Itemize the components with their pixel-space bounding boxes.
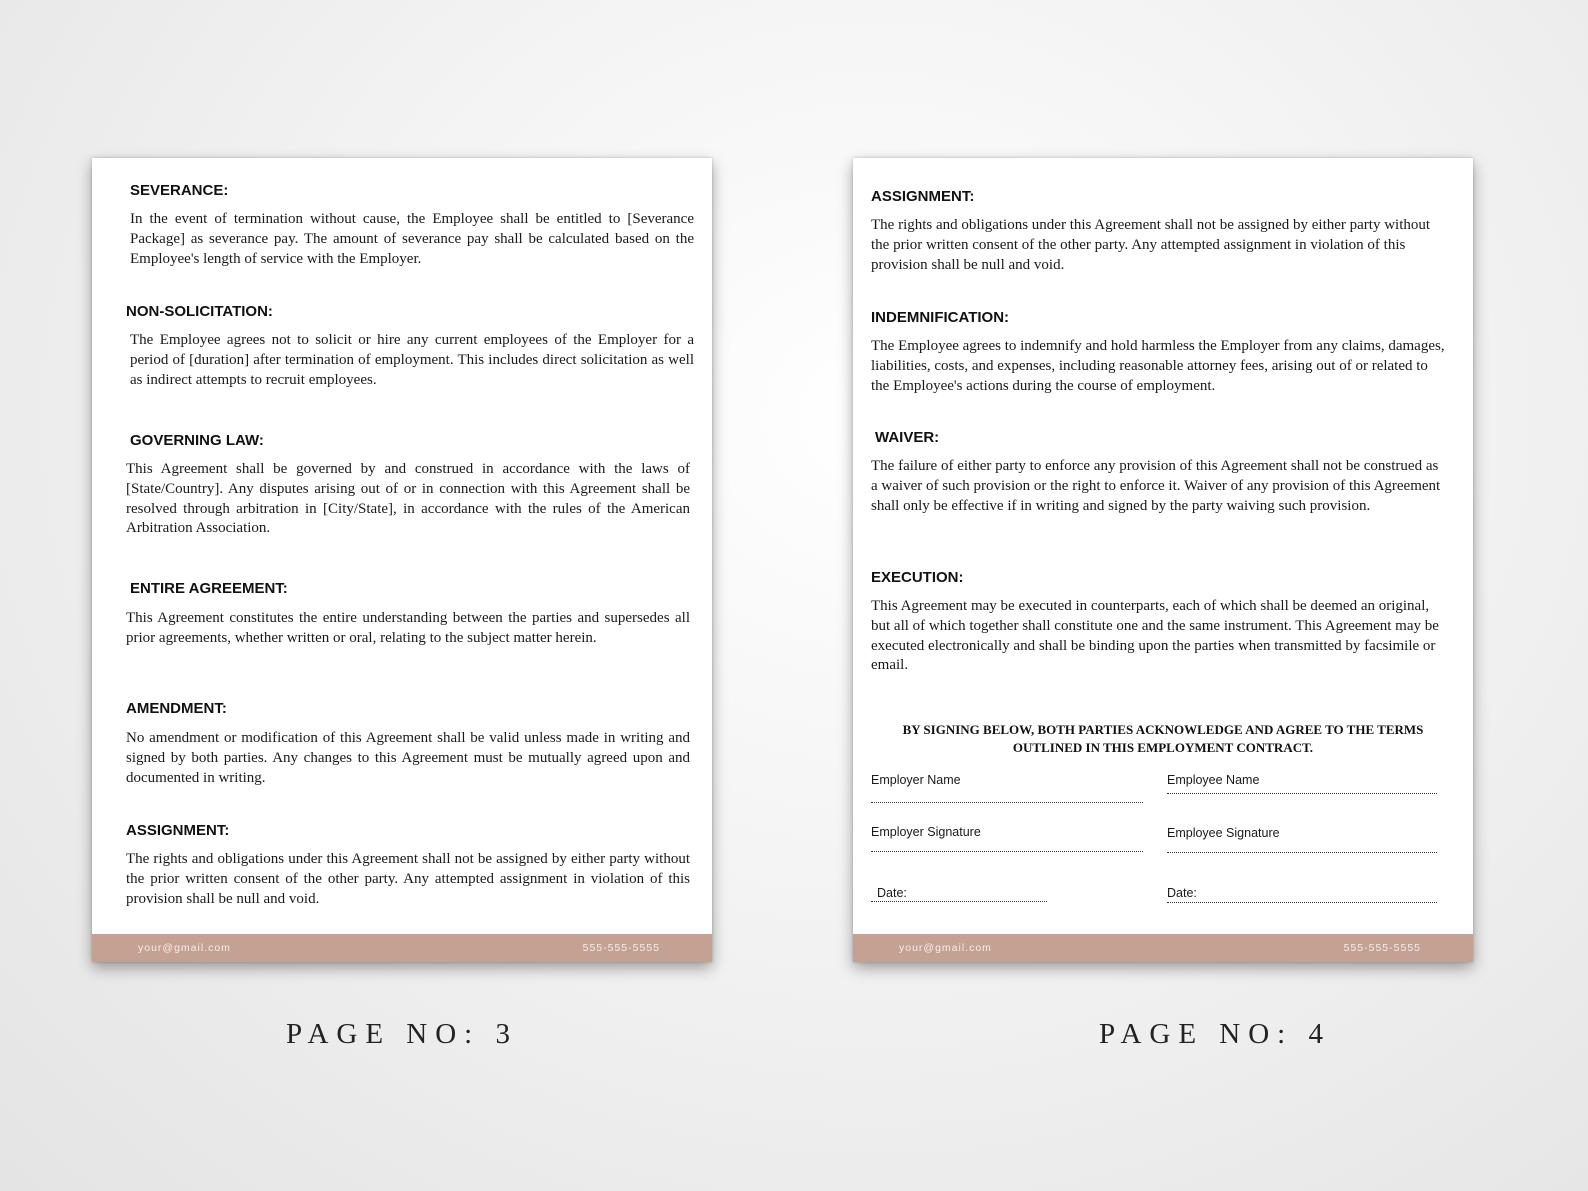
document-page-3 xyxy=(92,158,712,962)
employee-signature-label: Employee Signature xyxy=(1167,826,1280,840)
section-assignment xyxy=(871,188,1445,275)
section-non-solicitation xyxy=(126,303,694,390)
acknowledgement-statement: BY SIGNING BELOW, BOTH PARTIES ACKNOWLEDGE AND AGREE TO THE TERMS OUTLINED IN THIS EMPLOYMENT CONTRACT. xyxy=(902,722,1424,755)
employer-date-label: Date: xyxy=(877,886,907,900)
section-heading: EXECUTION: xyxy=(871,569,964,586)
section-heading: INDEMNIFICATION: xyxy=(871,309,1010,326)
section-heading: SEVERANCE: xyxy=(130,182,229,199)
section-heading: AMENDMENT: xyxy=(126,700,227,717)
section-heading: WAIVER: xyxy=(875,429,940,446)
page-footer xyxy=(853,934,1473,962)
section-entire-agreement xyxy=(126,580,690,649)
footer-email: your@gmail.com xyxy=(899,942,992,954)
employer-signature-field[interactable] xyxy=(871,823,1143,855)
section-body: This Agreement constitutes the entire understanding between the parties and supersedes all prior agreements, whether written or oral, relating to the subject matter herein. xyxy=(126,610,690,646)
employee-date-line xyxy=(1167,902,1437,903)
section-assignment xyxy=(126,822,690,909)
section-indemnification xyxy=(871,309,1445,396)
section-body: The Employee agrees not to solicit or hire any current employees of the Employer for a period of [duration] after termination of employment. This includes direct solicitation as well as indirect attempts to recruit employees. xyxy=(130,332,694,388)
footer-phone: 555-555-5555 xyxy=(582,942,660,954)
employer-name-label: Employer Name xyxy=(871,773,961,787)
page-caption-3: PAGE NO: 3 xyxy=(285,1018,518,1050)
section-heading: GOVERNING LAW: xyxy=(130,432,264,449)
section-body: This Agreement may be executed in counterparts, each of which shall be deemed an original, but all of which together shall constitute one and the same instrument. This Agreement may be executed electronically and shall be binding upon the parties when transmitted by facsimile or email. xyxy=(871,598,1439,674)
section-body: In the event of termination without cause, the Employee shall be entitled to [Severance Package] as severance pay. The amount of severance pay shall be calculated based on the Employee's length of service with the Employer. xyxy=(130,211,694,267)
section-heading: ASSIGNMENT: xyxy=(871,188,975,205)
employee-signature-field[interactable] xyxy=(1167,824,1437,856)
employer-date-line xyxy=(871,901,1047,902)
section-body: This Agreement shall be governed by and construed in accordance with the laws of [State/Country]. Any disputes arising out of or in connection with this Agreement shall be resolved through arbitration in [City/State], in accordance with the rules of the American Arbitration Association. xyxy=(126,461,690,537)
employee-date-label: Date: xyxy=(1167,886,1197,900)
employee-name-field[interactable] xyxy=(1167,771,1437,797)
employee-name-label: Employee Name xyxy=(1167,773,1260,787)
document-page-4 xyxy=(853,158,1473,962)
section-body: The rights and obligations under this Agreement shall not be assigned by either party without the prior written consent of the other party. Any attempted assignment in violation of this provision shall be null and void. xyxy=(126,851,690,907)
section-body: The failure of either party to enforce any provision of this Agreement shall not be construed as a waiver of such provision or the right to enforce it. Waiver of any provision of this Agreement shall only be effective if in writing and signed by the party waiving such provision. xyxy=(871,458,1441,514)
page-caption-4: PAGE NO: 4 xyxy=(1098,1018,1331,1050)
footer-phone: 555-555-5555 xyxy=(1343,942,1421,954)
section-execution xyxy=(871,569,1445,676)
employer-date-field[interactable] xyxy=(871,884,1047,906)
section-waiver xyxy=(871,429,1445,516)
section-body: The Employee agrees to indemnify and hold harmless the Employer from any claims, damages, liabilities, costs, and expenses, including reasonable attorney fees, arising out of or related to the Employee's actions during the course of employment. xyxy=(871,338,1445,394)
section-body: The rights and obligations under this Agreement shall not be assigned by either party without the prior written consent of the other party. Any attempted assignment in violation of this provision shall be null and void. xyxy=(871,217,1431,273)
section-heading: ASSIGNMENT: xyxy=(126,822,230,839)
section-heading: NON-SOLICITATION: xyxy=(126,303,273,320)
employer-name-field[interactable] xyxy=(871,771,1143,805)
footer-email: your@gmail.com xyxy=(138,942,231,954)
section-amendment xyxy=(126,700,690,788)
employer-name-line xyxy=(871,802,1143,803)
page-footer xyxy=(92,934,712,962)
employee-name-line xyxy=(1167,793,1437,794)
section-body: No amendment or modification of this Agreement shall be valid unless made in writing and signed by both parties. Any changes to this Agreement must be mutually agreed upon and documented in writing. xyxy=(126,730,690,786)
employee-signature-line xyxy=(1167,852,1437,853)
employer-signature-line xyxy=(871,851,1143,852)
employer-signature-label: Employer Signature xyxy=(871,825,981,839)
employee-date-field[interactable] xyxy=(1167,884,1437,906)
section-heading: ENTIRE AGREEMENT: xyxy=(130,580,288,597)
section-severance xyxy=(130,182,694,269)
section-governing-law xyxy=(126,432,690,539)
